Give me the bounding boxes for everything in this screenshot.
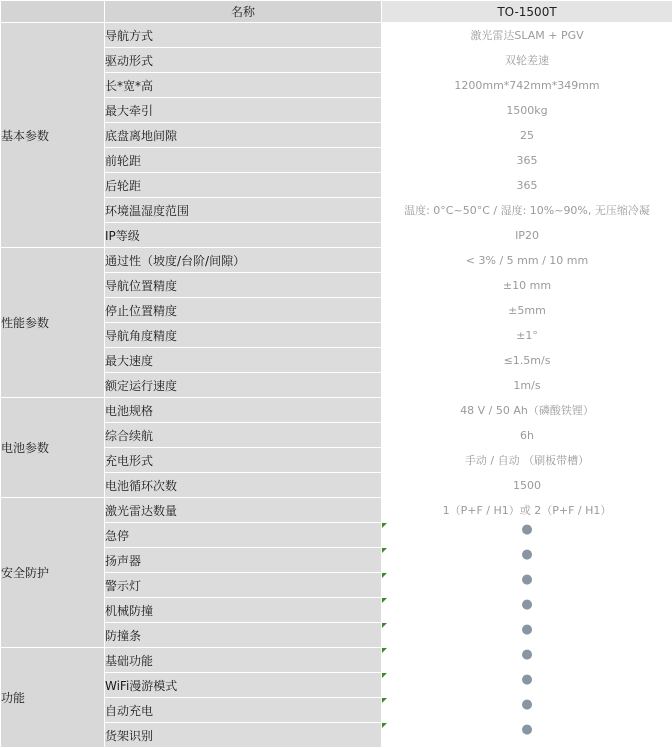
row-value: 365 — [382, 148, 672, 173]
row-value: IP20 — [382, 223, 672, 248]
row-label: 警示灯 — [105, 573, 382, 598]
row-label: 环境温湿度范围 — [105, 198, 382, 223]
table-row — [1, 23, 672, 48]
row-value: 双轮差速 — [382, 48, 672, 73]
category-basic: 基本参数 — [1, 23, 105, 248]
row-label: 停止位置精度 — [105, 298, 382, 323]
row-label: WiFi漫游模式 — [105, 673, 382, 698]
dot-icon: ● — [521, 673, 532, 688]
dot-icon: ● — [521, 523, 532, 538]
category-performance: 性能参数 — [1, 248, 105, 398]
row-value: 1500kg — [382, 98, 672, 123]
row-value-cell — [382, 698, 672, 723]
row-value: ±1° — [382, 323, 672, 348]
table-header-row — [1, 1, 672, 23]
row-label: 后轮距 — [105, 173, 382, 198]
row-value-cell — [382, 523, 672, 548]
row-value-cell — [382, 623, 672, 648]
corner-marker-icon — [382, 723, 387, 728]
row-value-cell — [382, 598, 672, 623]
row-value: < 3% / 5 mm / 10 mm — [382, 248, 672, 273]
row-value: ±10 mm — [382, 273, 672, 298]
table-row — [1, 648, 672, 673]
row-label: 驱动形式 — [105, 48, 382, 73]
row-label: 防撞条 — [105, 623, 382, 648]
row-label: 前轮距 — [105, 148, 382, 173]
row-value: 365 — [382, 173, 672, 198]
header-model: TO-1500T — [382, 1, 672, 23]
row-label: 电池规格 — [105, 398, 382, 423]
table-row — [1, 398, 672, 423]
corner-marker-icon — [382, 698, 387, 703]
row-value: 25 — [382, 123, 672, 148]
header-name: 名称 — [105, 1, 382, 23]
row-label: 自动充电 — [105, 698, 382, 723]
row-value-cell — [382, 723, 672, 748]
table-row — [1, 248, 672, 273]
dot-icon: ● — [521, 623, 532, 638]
corner-marker-icon — [382, 573, 387, 578]
row-label: 长*宽*高 — [105, 73, 382, 98]
row-value: 温度: 0°C~50°C / 湿度: 10%~90%, 无压缩冷凝 — [382, 198, 672, 223]
row-value-cell — [382, 573, 672, 598]
dot-icon: ● — [521, 598, 532, 613]
corner-marker-icon — [382, 623, 387, 628]
row-label: 额定运行速度 — [105, 373, 382, 398]
row-label: 货架识别 — [105, 723, 382, 748]
corner-marker-icon — [382, 648, 387, 653]
row-label: 最大速度 — [105, 348, 382, 373]
row-value: 1m/s — [382, 373, 672, 398]
category-battery: 电池参数 — [1, 398, 105, 498]
row-label: 综合续航 — [105, 423, 382, 448]
row-value: 6h — [382, 423, 672, 448]
row-label: 导航方式 — [105, 23, 382, 48]
row-value-cell — [382, 548, 672, 573]
row-label: IP等级 — [105, 223, 382, 248]
row-label: 电池循环次数 — [105, 473, 382, 498]
corner-marker-icon — [382, 598, 387, 603]
row-label: 机械防撞 — [105, 598, 382, 623]
row-label: 激光雷达数量 — [105, 498, 382, 523]
row-value-cell — [382, 673, 672, 698]
category-safety: 安全防护 — [1, 498, 105, 648]
dot-icon: ● — [521, 698, 532, 713]
row-label: 急停 — [105, 523, 382, 548]
row-value: ≤1.5m/s — [382, 348, 672, 373]
row-label: 基础功能 — [105, 648, 382, 673]
row-value: 1200mm*742mm*349mm — [382, 73, 672, 98]
category-function: 功能 — [1, 648, 105, 748]
row-value: ±5mm — [382, 298, 672, 323]
row-value-cell — [382, 648, 672, 673]
row-label: 最大牵引 — [105, 98, 382, 123]
row-value: 48 V / 50 Ah（磷酸铁锂） — [382, 398, 672, 423]
corner-marker-icon — [382, 673, 387, 678]
dot-icon: ● — [521, 648, 532, 663]
row-value: 1500 — [382, 473, 672, 498]
row-value: 激光雷达SLAM + PGV — [382, 23, 672, 48]
header-category-cell — [1, 1, 105, 23]
row-label: 导航位置精度 — [105, 273, 382, 298]
row-label: 充电形式 — [105, 448, 382, 473]
row-value: 1（P+F / H1）或 2（P+F / H1） — [382, 498, 672, 523]
row-label: 通过性（坡度/台阶/间隙） — [105, 248, 382, 273]
row-value: 手动 / 自动 （刷板带槽） — [382, 448, 672, 473]
corner-marker-icon — [382, 523, 387, 528]
row-label: 导航角度精度 — [105, 323, 382, 348]
dot-icon: ● — [521, 573, 532, 588]
dot-icon: ● — [521, 723, 532, 738]
dot-icon: ● — [521, 548, 532, 563]
row-label: 扬声器 — [105, 548, 382, 573]
corner-marker-icon — [382, 548, 387, 553]
table-row — [1, 498, 672, 523]
row-label: 底盘离地间隙 — [105, 123, 382, 148]
